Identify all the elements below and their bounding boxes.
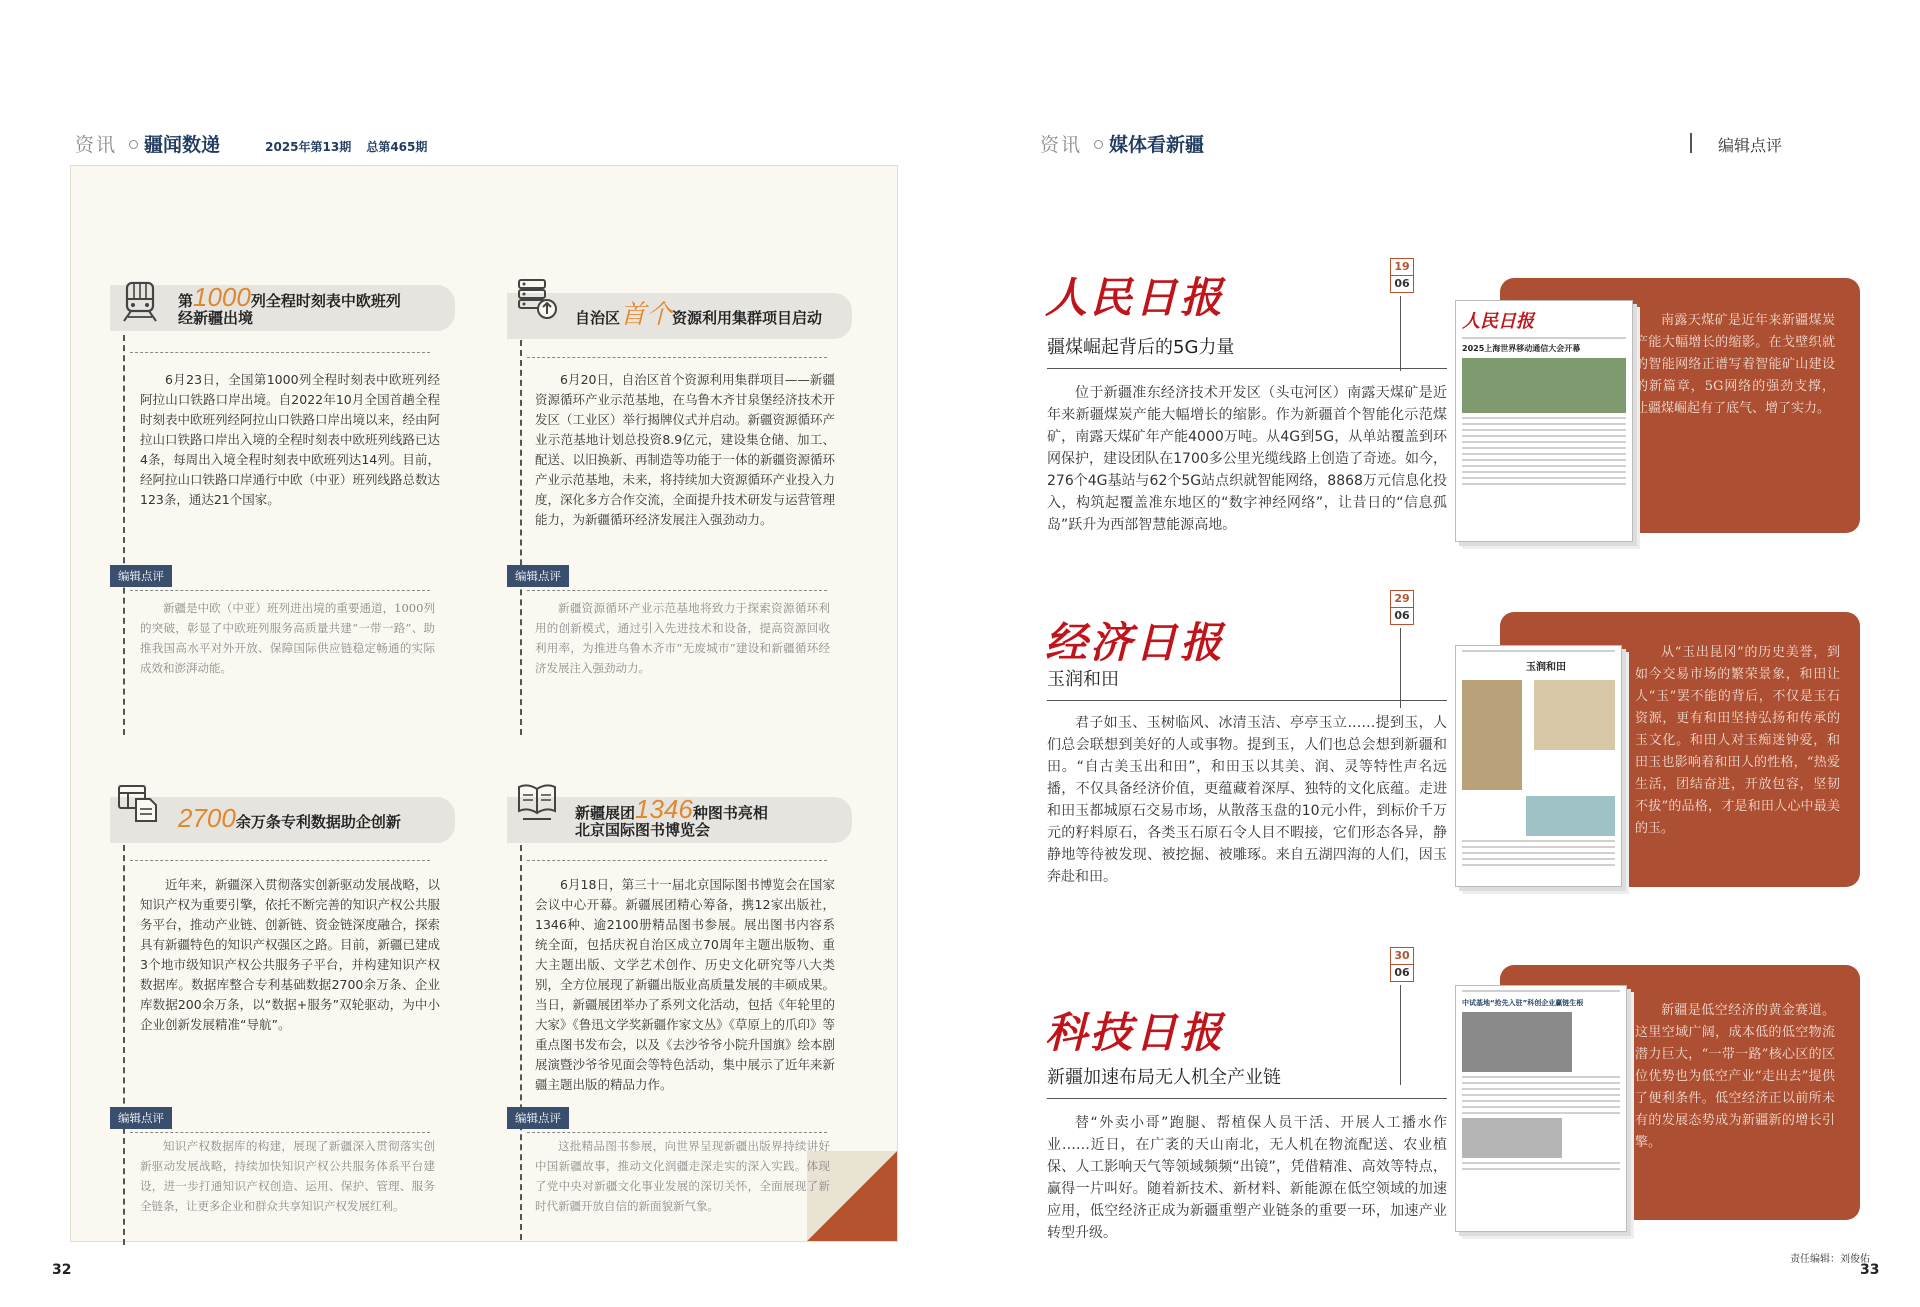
- article-title: 2700余万条专利数据助企创新: [178, 802, 401, 833]
- media-article-title: 疆煤崛起背后的5G力量: [1047, 337, 1235, 358]
- newspaper-clipping: [1455, 985, 1627, 1232]
- newspaper-clipping: [1455, 645, 1622, 887]
- title-rule: [1047, 368, 1447, 369]
- newspaper-clipping: 人民日报 2025上海世界移动通信大会开幕: [1455, 300, 1633, 542]
- editor-comment-heading: 编辑点评: [1718, 136, 1783, 155]
- media-article-body: 位于新疆准东经济技术开发区（头屯河区）南露天煤矿是近年来新疆煤炭产能大幅增长的缩影。作为新疆首个智能化示范煤矿，南露天煤矿年产能4000万吨。从4G到5G，从单站覆盖到环网保护，建设团队在1700多公里光缆线路上创造了奇迹。如今，276个4G基站与62个5G站点织就智能网络，8868万元信息化投入，构筑起覆盖准东地区的“数字神经网络”，让昔日的“信息孤岛”跃升为西部智慧能源高地。: [1047, 385, 1447, 533]
- column-title: 疆闻数递: [144, 134, 221, 156]
- article-title: 第1000列全程时刻表中欧班列 经新疆出境: [178, 282, 401, 327]
- right-header: [1040, 130, 1204, 157]
- timeline-line: [1400, 628, 1401, 708]
- dashed-divider: [527, 1132, 827, 1133]
- clipping-headline: 2025上海世界移动通信大会开幕: [1462, 344, 1581, 353]
- section-label: 资讯: [75, 134, 118, 156]
- editor-comment-tag: 编辑点评: [110, 1107, 172, 1129]
- date-badge: 19 06: [1390, 258, 1414, 293]
- article-title-bar: [110, 797, 455, 843]
- dashed-divider: [130, 590, 430, 591]
- article-body: 6月20日，自治区首个资源利用集群项目——新疆资源循环产业示范基地，在乌鲁木齐甘泉堡经济技术开发区（工业区）举行揭牌仪式并启动。新疆资源循环产业示范基地计划总投资8.9亿元，建设集仓储、加工、配送、以旧换新、再制造等功能于一体的新疆资源循环产业示范基地，未来，将持续加大资源循环产业投入力度，深化多方合作交流，全面提升技术研发与运营管理能力，为新疆循环经济发展注入强劲动力。: [535, 372, 836, 527]
- clipping-photo: [1462, 680, 1522, 790]
- editor-comment-tag: 编辑点评: [507, 1107, 569, 1129]
- dashed-rule: [520, 340, 522, 735]
- newspaper-logo: 经济日报: [1045, 618, 1226, 667]
- issue-number: 2025年第13期: [265, 140, 352, 154]
- clipping-headline: 玉润和田: [1526, 662, 1566, 673]
- timeline-line: [1400, 985, 1401, 1085]
- clipping-headline: 中试基地“抢先入驻”科创企业赢链生根: [1462, 999, 1584, 1007]
- page-number-right: 33: [1860, 1262, 1880, 1278]
- server-icon: [515, 277, 559, 321]
- train-icon: [118, 279, 162, 323]
- clipping-photo: [1526, 796, 1615, 836]
- page-number-left: 32: [52, 1262, 72, 1278]
- title-rule: [1047, 1098, 1447, 1099]
- editor-comment: 这批精品图书参展，向世界呈现新疆出版界持续讲好中国新疆故事，推动文化润疆走深走实的深入实践。体现了党中央对新疆文化事业发展的深切关怀，全面展现了新时代新疆开放自信的新面貌新气象。: [535, 1139, 830, 1213]
- dashed-rule: [123, 845, 125, 1245]
- left-header: [75, 130, 427, 157]
- dashed-divider: [130, 860, 430, 861]
- column-title: 媒体看新疆: [1109, 134, 1205, 156]
- editor-comment-tag: 编辑点评: [507, 565, 569, 587]
- date-badge: 30 06: [1390, 947, 1414, 982]
- editor-credit: 责任编辑：刘俊佑: [1790, 1254, 1870, 1265]
- media-article-body: 君子如玉、玉树临风、冰清玉洁、亭亭玉立……提到玉，人们总会联想到美好的人或事物。提到玉，人们也总会想到新疆和田。“自古美玉出和田”，和田玉以其美、润、灵等特性声名远播，不仅具备经济价值，更蕴藏着深厚、独特的文化底蕴。走进和田玉都城原石交易市场，从散落玉盘的10元小件，到标价千万元的籽料原石，各类玉石原石令人目不暇接，它们形态各异，静静地等待被发现、被挖掘、被雕琢。来自五湖四海的人们，因玉奔赴和田。: [1047, 715, 1447, 885]
- article-body: 6月18日，第三十一届北京国际图书博览会在国家会议中心开幕。新疆展团精心筹备，携12家出版社，1346种、逾2100册精品图书参展。展出图书内容系统全面，包括庆祝自治区成立70周年主题出版物、重大主题出版、文学艺术创作、历史文化研究等八大类别，全方位展现了新疆出版业高质量发展的丰硕成果。当日，新疆展团举办了系列文化活动，包括《年轮里的大家》《鲁迅文学奖新疆作家文丛》《草原上的爪印》等重点图书发布会，以及《去沙爷爷小院升国旗》绘本剧展演暨沙爷爷见面会等特色活动，集中展示了近年来新疆主题出版的精品力作。: [535, 877, 836, 1092]
- editor-comment: 新疆资源循环产业示范基地将致力于探索资源循环利用的创新模式，通过引入先进技术和设备，提高资源回收利用率，为推进乌鲁木齐市“无废城市”建设和新疆循环经济发展注入强劲动力。: [535, 601, 830, 675]
- article-body: 6月23日，全国第1000列全程时刻表中欧班列经阿拉山口铁路口岸出境。自2022年10月全国首趟全程时刻表中欧班列经阿拉山口铁路口岸出境以来，经由阿拉山口铁路口岸出入境的全程时刻表中欧班列线路已达4条，每周出入境全程时刻表中欧班列达14列。目前，经阿拉山口铁路口岸通行中欧（中亚）班列线路总数达123条，通达21个国家。: [140, 372, 441, 507]
- dashed-divider: [130, 352, 430, 353]
- data-document-icon: [116, 781, 160, 825]
- editor-comment: 从“玉出昆冈”的历史美誉，到如今交易市场的繁荣景象，和田让人“玉”罢不能的背后，不仅是玉石资源，更有和田坚持弘扬和传承的玉文化。和田人对玉痴迷钟爱，和田玉也影响着和田人的性格，“热爱生活，团结奋进，开放包容，坚韧不拔”的品格，才是和田人心中最美的玉。: [1635, 645, 1840, 836]
- dashed-divider: [527, 590, 827, 591]
- article-card: [110, 282, 460, 331]
- media-article-title: 新疆加速布局无人机全产业链: [1047, 1067, 1281, 1088]
- section-label: 资讯: [1040, 134, 1083, 156]
- newspaper-logo: 科技日报: [1045, 1008, 1226, 1057]
- article-card: [507, 293, 857, 339]
- dashed-divider: [527, 860, 827, 861]
- media-article-body: 替“外卖小哥”跑腿、帮植保人员干活、开展人工播水作业……近日，在广袤的天山南北，无人机在物流配送、农业植保、人工影响天气等领域频频“出镜”，凭借精准、高效等特点，赢得一片叫好。随着新技术、新材料、新能源在低空领域的加速应用，低空经济正成为新疆重塑产业链条的重要一环，加速产业转型升级。: [1047, 1115, 1447, 1241]
- editor-comment: 新疆是中欧（中亚）班列进出境的重要通道，1000列的突破，彰显了中欧班列服务高质量共建“一带一路”、助推我国高水平对外开放、保障国际供应链稳定畅通的实际成效和澎湃动能。: [140, 601, 435, 675]
- header-divider: [1690, 133, 1692, 153]
- clipping-photo: [1462, 1118, 1562, 1158]
- clipping-photo: [1462, 358, 1626, 413]
- clipping-photo: [1462, 1012, 1572, 1072]
- article-title: 新疆展团1346种图书亮相 北京国际图书博览会: [575, 794, 768, 839]
- article-card: [110, 797, 460, 843]
- book-icon: [515, 779, 559, 823]
- clipping-photo: [1534, 680, 1615, 750]
- newspaper-logo: 人民日报: [1045, 273, 1226, 322]
- dashed-divider: [527, 357, 827, 358]
- circle-icon: [1094, 140, 1103, 149]
- dashed-rule: [123, 335, 125, 735]
- media-article-title: 玉润和田: [1047, 669, 1119, 690]
- date-badge: 29 06: [1390, 590, 1414, 625]
- article-title: 自治区首个资源利用集群项目启动: [575, 298, 823, 329]
- editor-comment: 知识产权数据库的构建，展现了新疆深入贯彻落实创新驱动发展战略，持续加快知识产权公共服务体系平台建设，进一步打通知识产权创造、运用、保护、管理、服务全链条，让更多企业和群众共享知识产权发展红利。: [140, 1139, 435, 1213]
- title-rule: [1047, 700, 1447, 701]
- editor-comment: 南露天煤矿是近年来新疆煤炭产能大幅增长的缩影。在戈壁织就的智能网络正谱写着智能矿山建设的新篇章，5G网络的强劲支撑，让疆煤崛起有了底气、增了实力。: [1635, 313, 1835, 416]
- article-body: 近年来，新疆深入贯彻落实创新驱动发展战略，以知识产权为重要引擎，依托不断完善的知识产权公共服务平台，推动产业链、创新链、资金链深度融合，探索具有新疆特色的知识产权强区之路。目前，新疆已建成3个地市级知识产权公共服务子平台，并构建知识产权数据库。数据库整合专利基础数据2700余万条、企业库数据200余万条，以“数据+服务”双轮驱动，为中小企业创新发展精准“导航”。: [140, 877, 441, 1032]
- editor-comment: 新疆是低空经济的黄金赛道。这里空域广阔，成本低的低空物流潜力巨大，“一带一路”核心区的区位优势也为低空产业“走出去”提供了便利条件。低空经济正以前所未有的发展态势成为新疆新的增长引擎。: [1635, 1003, 1835, 1150]
- dashed-rule: [520, 845, 522, 1240]
- article-card: [507, 794, 857, 843]
- editor-comment-tag: 编辑点评: [110, 565, 172, 587]
- circle-icon: [129, 140, 138, 149]
- total-issue: 总第465期: [366, 140, 428, 154]
- dashed-divider: [130, 1132, 430, 1133]
- timeline-line: [1400, 296, 1401, 371]
